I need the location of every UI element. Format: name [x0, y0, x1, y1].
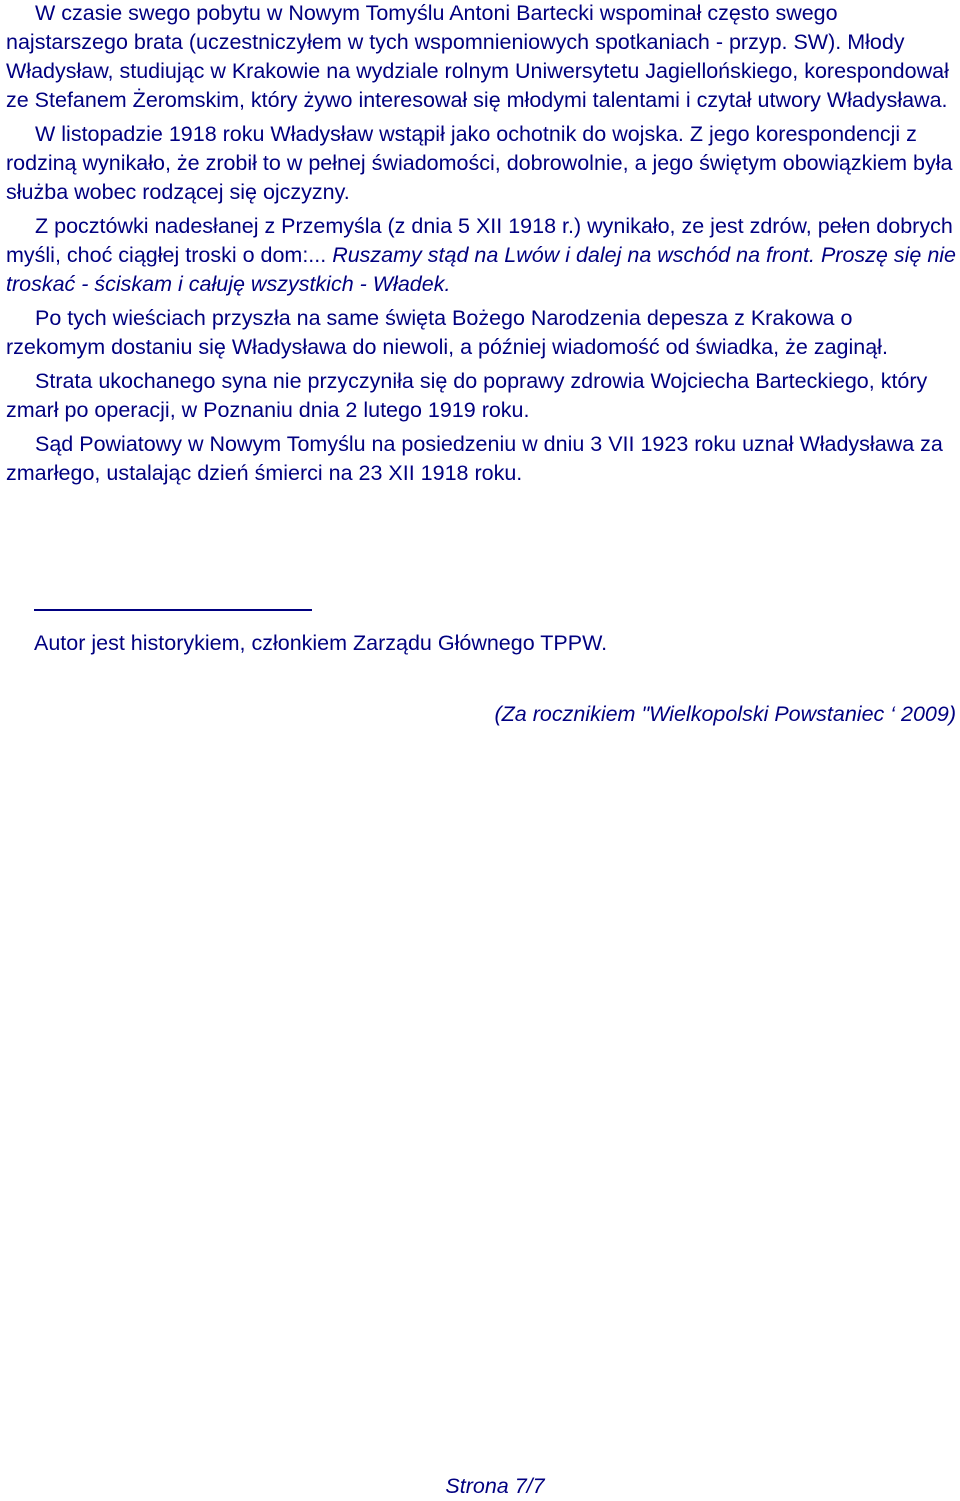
postcard-quote: Ruszamy stąd na Lwów i dalej na wschód na front. Proszę się nie troskać - ściskam i całuję wszystkich - Władek.	[6, 243, 957, 296]
article-body	[6, 0, 956, 488]
paragraph-2: W listopadzie 1918 roku Władysław wstąpił jako ochotnik do wojska. Z jego korespondencji z rodziną wynikało, że zrobił to w pełnej świadomości, dobrowolnie, a jego świętym obowiązkiem była służba wobec rodzącej się ojczyzny.	[6, 122, 953, 204]
source-citation: (Za rocznikiem "Wielkopolski Powstaniec ‘ 2009)	[494, 702, 956, 726]
paragraph-3-text: Z pocztówki nadesłanej z Przemyśla (z dnia 5 XII 1918 r.) wynikało, ze jest zdrów, pełen dobrych myśli, choć ciągłej troski o dom:...	[6, 214, 953, 267]
paragraph-5: Strata ukochanego syna nie przyczyniła się do poprawy zdrowia Wojciecha Barteckiego, który zmarł po operacji, w Poznaniu dnia 2 lutego 1919 roku.	[6, 369, 928, 422]
footnote-divider	[34, 609, 312, 611]
page-number: Strona 7/7	[445, 1474, 545, 1498]
paragraph-6: Sąd Powiatowy w Nowym Tomyślu na posiedzeniu w dniu 3 VII 1923 roku uznał Władysława za zmarłego, ustalając dzień śmierci na 23 XII 1918 roku.	[6, 432, 943, 485]
paragraph-4: Po tych wieściach przyszła na same święta Bożego Narodzenia depesza z Krakowa o rzekomym dostaniu się Władysława do niewoli, a później wiadomość od świadka, że zaginął.	[6, 306, 888, 359]
paragraph-1: W czasie swego pobytu w Nowym Tomyślu Antoni Bartecki wspominał często swego najstarszego brata (uczestniczyłem w tych wspomnieniowych spotkaniach - przyp. SW). Młody Władysław, studiując w Krakowie na wydziale rolnym Uniwersytetu Jagiellońskiego, korespondował ze Stefanem Żeromskim, który żywo interesował się młodymi talentami i czytał utwory Władysława.	[6, 1, 949, 112]
author-footnote: Autor jest historykiem, członkiem Zarządu Głównego TPPW.	[34, 631, 608, 655]
paragraph-3	[6, 212, 956, 299]
